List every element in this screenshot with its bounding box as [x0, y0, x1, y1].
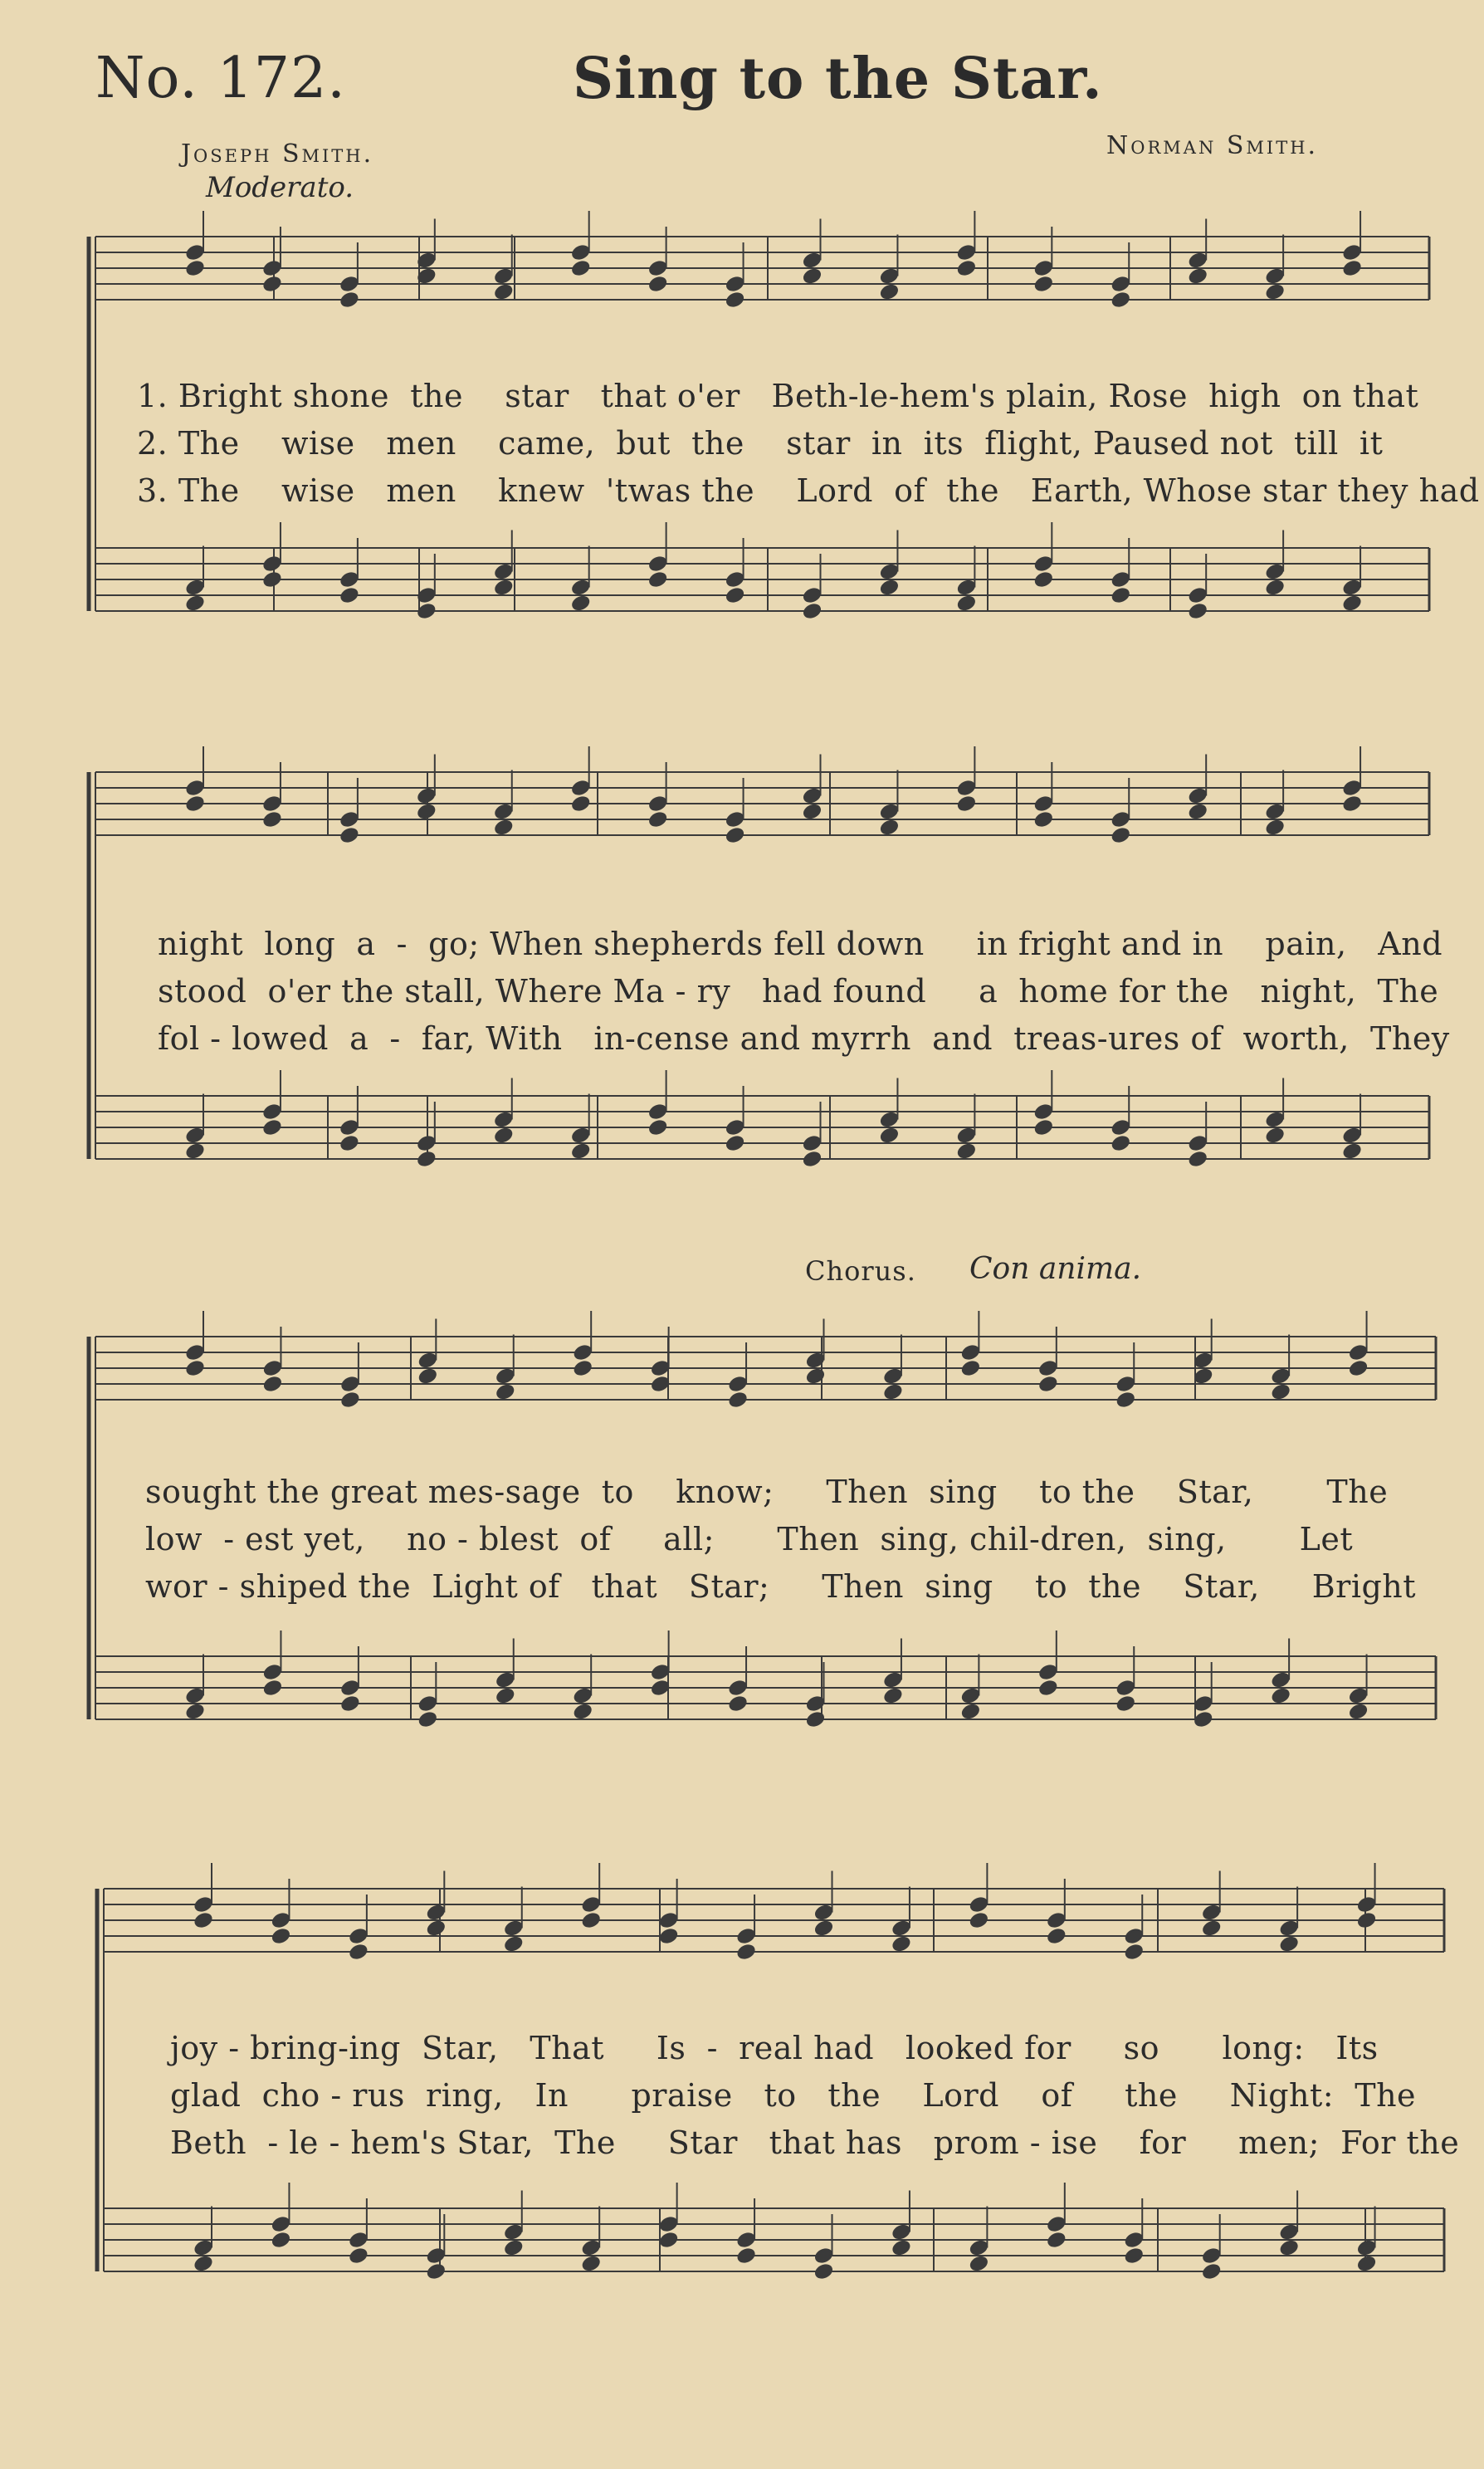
lyric-line-s1-v2: 2. The wise men came, but the star in its flight, Paused not till it — [137, 425, 1384, 462]
tempo-marking: Moderato. — [206, 171, 354, 204]
staff-lines — [89, 237, 1444, 2271]
hymn-title: Sing to the Star. — [573, 46, 1103, 112]
lyric-line-s2-v2: stood o'er the stall, Where Ma - ry had found a home for the night, The — [158, 973, 1439, 1010]
hymn-number: No. 172. — [95, 46, 346, 111]
lyric-line-s2-v3: fol - lowed a - far, With in-cense and myrrh and treas-ures of worth, They — [158, 1020, 1450, 1057]
chorus-label: Chorus. — [805, 1255, 916, 1287]
lyric-line-s4-v2: glad cho - rus ring, In praise to the Lord of the Night: The — [170, 2077, 1417, 2114]
lyricist-credit: Joseph Smith. — [181, 139, 374, 169]
composer-credit: Norman Smith. — [1106, 131, 1319, 160]
lyric-line-s4-v3: Beth - le - hem's Star, The Star that has prom - ise for men; For the — [170, 2124, 1460, 2161]
lyric-line-s4-v1: joy - bring-ing Star, That Is - real had looked for so long: Its — [170, 2030, 1379, 2066]
lyric-line-s3-v1: sought the great mes-sage to know; Then sing to the Star, The — [145, 1474, 1389, 1510]
lyric-line-s1-v1: 1. Bright shone the star that o'er Beth-le-hem's plain, Rose high on that — [137, 378, 1419, 414]
lyric-line-s3-v3: wor - shiped the Light of that Star; Then sing to the Star, Bright — [145, 1568, 1417, 1605]
lyric-line-s1-v3: 3. The wise men knew 'twas the Lord of the Earth, Whose star they had — [137, 472, 1480, 509]
chorus-tempo-marking: Con anima. — [969, 1252, 1142, 1286]
lyric-line-s2-v1: night long a - go; When shepherds fell down in fright and in pain, And — [158, 926, 1443, 962]
note-heads — [184, 211, 1378, 2281]
lyric-line-s3-v2: low - est yet, no - blest of all; Then sing, chil-dren, sing, Let — [145, 1521, 1354, 1557]
